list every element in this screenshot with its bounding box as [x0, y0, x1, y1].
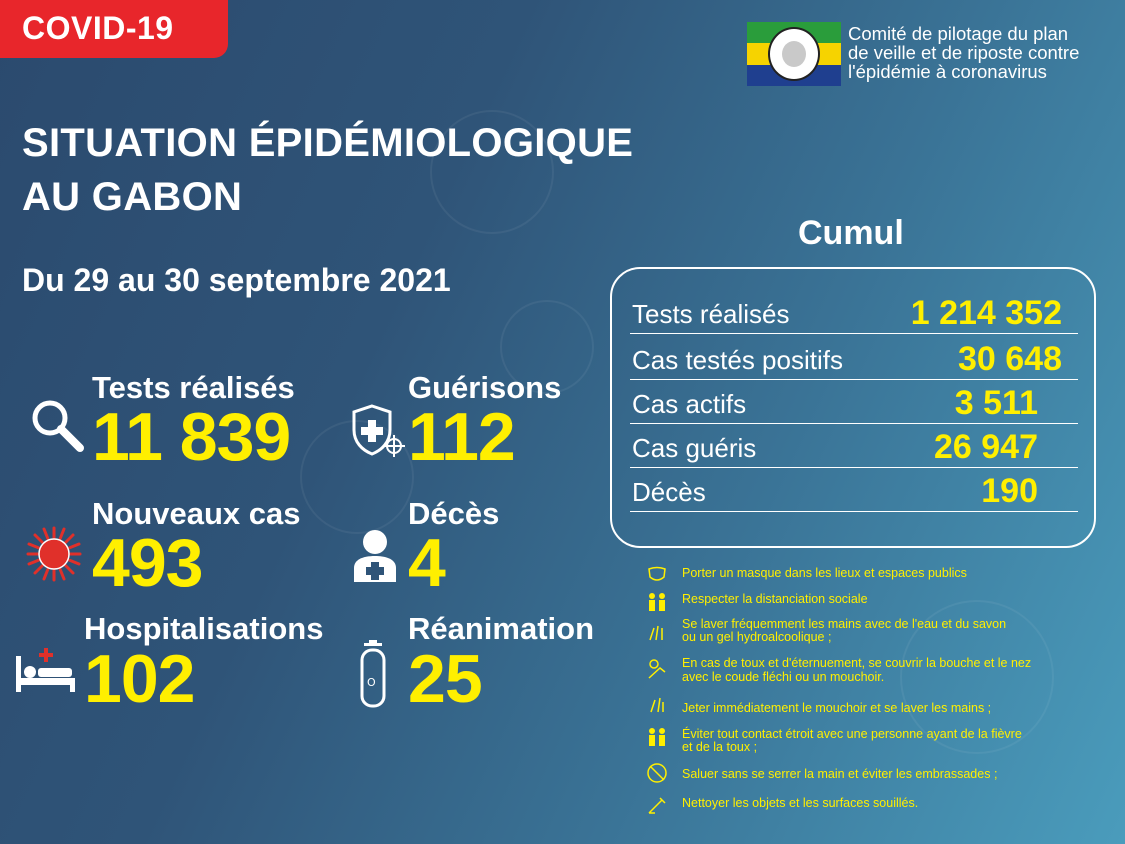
cumul-table	[610, 267, 1096, 548]
cumul-row	[630, 289, 1078, 334]
deaths-value: 4	[408, 525, 445, 601]
gabon-flag-logo	[747, 22, 841, 86]
tip-text: avec le coude fléchi ou un mouchoir.	[682, 670, 885, 684]
tissue-icon	[646, 694, 668, 716]
page-title	[22, 116, 633, 224]
page-title-line-1: SITUATION ÉPIDÉMIOLOGIQUE	[22, 121, 634, 165]
committee-line: de veille et de riposte contre	[848, 42, 1080, 63]
deaths-label: Décès	[408, 496, 500, 531]
cough-icon	[646, 658, 668, 680]
cumul-row-label: Tests réalisés	[632, 299, 790, 329]
cumul-row	[630, 379, 1078, 424]
virus-icon	[24, 524, 84, 584]
tip-text: En cas de toux et d'éternuement, se couvrir la bouche et le nez	[682, 656, 1032, 670]
cumul-row	[630, 423, 1078, 468]
page-title-line-2: AU GABON	[22, 175, 243, 219]
tip-text: et de la toux ;	[682, 740, 758, 754]
committee-name	[848, 24, 1118, 81]
tip-text: ou un gel hydroalcoolique ;	[682, 630, 832, 644]
tests-value: 11 839	[92, 399, 291, 475]
tip-text: Jeter immédiatement le mouchoir et se laver les mains ;	[682, 701, 992, 715]
contact-icon	[646, 726, 668, 748]
tip-text: Éviter tout contact étroit avec une personne ayant de la fièvre	[682, 727, 1022, 741]
no-handshake-icon	[646, 762, 668, 784]
svg-text:O: O	[367, 676, 376, 689]
icu-label: Réanimation	[408, 611, 595, 646]
handwash-icon	[646, 622, 668, 644]
oxygen-tank-icon	[358, 638, 388, 710]
cumul-row-value: 1 214 352	[910, 294, 1062, 332]
cumul-title: Cumul	[798, 214, 904, 252]
period-label: Du 29 au 30 septembre 2021	[22, 262, 451, 298]
cumul-row-value: 190	[981, 472, 1038, 510]
hospital-value: 102	[84, 641, 195, 717]
cumul-row	[630, 335, 1078, 380]
magnifier-icon	[30, 398, 86, 454]
mask-icon	[646, 563, 668, 585]
cumul-row-label: Cas actifs	[632, 389, 747, 419]
icu-value: 25	[408, 641, 482, 717]
tip-text: Respecter la distanciation sociale	[682, 592, 868, 606]
cumul-row-value: 3 511	[954, 384, 1038, 422]
new-cases-label: Nouveaux cas	[92, 496, 301, 531]
recovered-label: Guérisons	[408, 370, 562, 405]
tip-text: Nettoyer les objets et les surfaces souillés.	[682, 796, 919, 810]
covid-badge-label: COVID-19	[22, 10, 174, 46]
cumul-row-label: Cas guéris	[632, 433, 757, 463]
cumul-row-label: Cas testés positifs	[632, 345, 843, 375]
cumul-row-label: Décès	[632, 477, 706, 507]
tip-text: Porter un masque dans les lieux et espaces publics	[682, 566, 967, 580]
distance-icon	[646, 591, 668, 613]
tip-text: Saluer sans se serrer la main et éviter les embrassades ;	[682, 767, 998, 781]
person-cross-icon	[350, 528, 400, 584]
hospital-bed-icon	[14, 646, 78, 694]
committee-line: Comité de pilotage du plan	[848, 23, 1069, 44]
tip-text: Se laver fréquemment les mains avec de l'eau et du savon	[682, 617, 1007, 631]
cleaning-icon	[646, 794, 668, 816]
cumul-row-value: 30 648	[958, 340, 1062, 378]
shield-virus-icon	[348, 402, 408, 462]
tests-label: Tests réalisés	[92, 370, 295, 405]
cumul-row	[630, 467, 1078, 512]
committee-line: l'épidémie à coronavirus	[848, 61, 1047, 82]
cumul-row-value: 26 947	[934, 428, 1038, 466]
recovered-value: 112	[408, 399, 515, 475]
hospital-label: Hospitalisations	[84, 611, 324, 646]
new-cases-value: 493	[92, 525, 203, 601]
